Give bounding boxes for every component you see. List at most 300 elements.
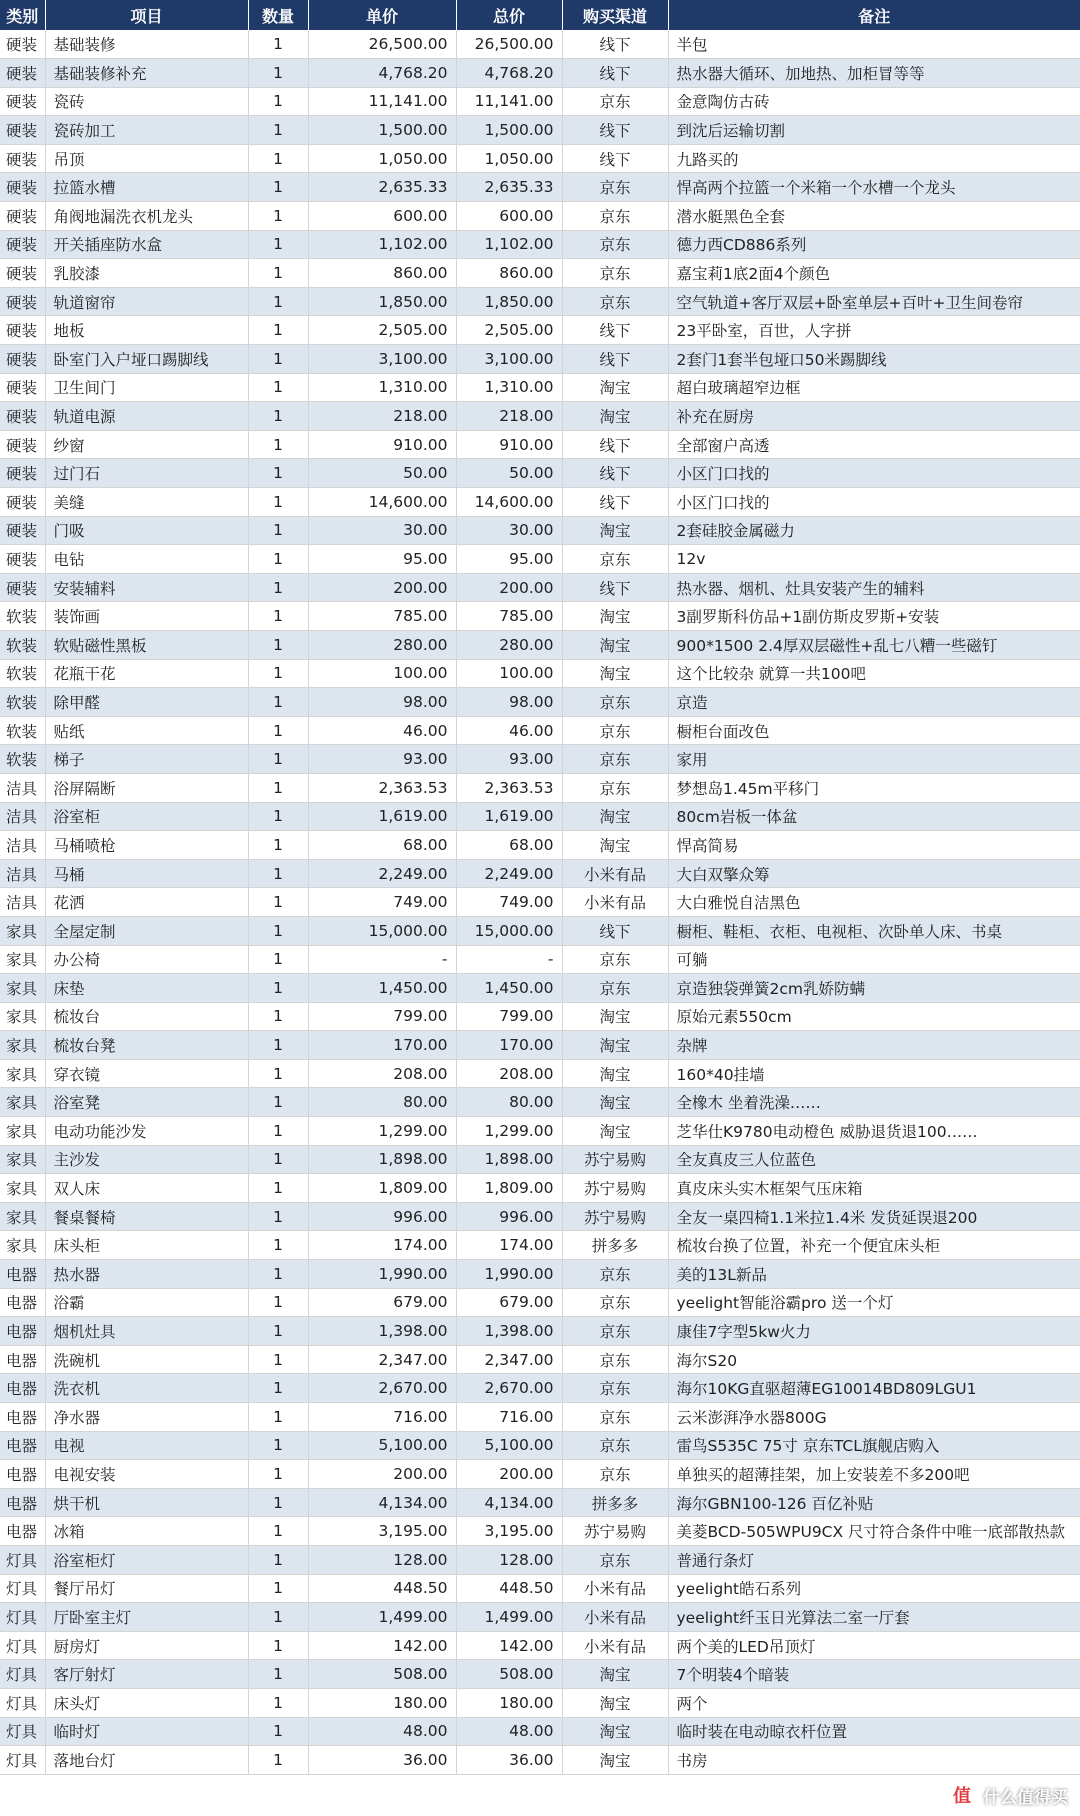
cell-channel: 京东: [562, 1374, 668, 1403]
cell-unit-price: 1,398.00: [308, 1317, 456, 1346]
cell-category: 电器: [0, 1345, 45, 1374]
cell-item: 梳妆台凳: [45, 1031, 248, 1060]
table-row: [0, 1574, 1080, 1603]
cell-category: 电器: [0, 1488, 45, 1517]
table-row: [0, 402, 1080, 431]
cell-channel: 京东: [562, 716, 668, 745]
cell-category: 电器: [0, 1403, 45, 1432]
cell-item: 电钻: [45, 545, 248, 574]
cell-total-price: 4,768.20: [456, 59, 562, 88]
cell-total-price: 15,000.00: [456, 916, 562, 945]
cell-quantity: 1: [248, 1660, 308, 1689]
cell-category: 灯具: [0, 1717, 45, 1746]
header-item: 项目: [45, 0, 248, 30]
cell-quantity: 1: [248, 1631, 308, 1660]
table-row: [0, 1660, 1080, 1689]
cell-remarks: 芝华仕K9780电动橙色 威胁退货退100……: [668, 1117, 1080, 1146]
cell-unit-price: 30.00: [308, 516, 456, 545]
table-header: [0, 0, 1080, 30]
cell-quantity: 1: [248, 1031, 308, 1060]
cell-category: 硬装: [0, 459, 45, 488]
cell-unit-price: 26,500.00: [308, 30, 456, 59]
cell-channel: 淘宝: [562, 1717, 668, 1746]
cell-category: 硬装: [0, 59, 45, 88]
cell-category: 硬装: [0, 573, 45, 602]
cell-total-price: 2,505.00: [456, 316, 562, 345]
cell-unit-price: 280.00: [308, 630, 456, 659]
cell-remarks: yeelight皓石系列: [668, 1574, 1080, 1603]
table-row: [0, 745, 1080, 774]
cell-unit-price: 1,850.00: [308, 287, 456, 316]
cell-quantity: 1: [248, 1717, 308, 1746]
cell-item: 洗碗机: [45, 1345, 248, 1374]
cell-remarks: yeelight智能浴霸pro 送一个灯: [668, 1288, 1080, 1317]
cell-category: 洁具: [0, 831, 45, 860]
table-row: [0, 173, 1080, 202]
cell-remarks: 九路买的: [668, 144, 1080, 173]
cell-unit-price: 200.00: [308, 573, 456, 602]
cell-remarks: 海尔S20: [668, 1345, 1080, 1374]
cell-channel: 小米有品: [562, 1574, 668, 1603]
cell-item: 吊顶: [45, 144, 248, 173]
cell-quantity: 1: [248, 1145, 308, 1174]
cell-remarks: 京造: [668, 688, 1080, 717]
cell-item: 穿衣镜: [45, 1059, 248, 1088]
cell-category: 家具: [0, 1231, 45, 1260]
cell-item: 热水器: [45, 1260, 248, 1289]
cell-category: 灯具: [0, 1660, 45, 1689]
table-row: [0, 945, 1080, 974]
cell-total-price: 1,102.00: [456, 230, 562, 259]
cell-remarks: 23平卧室，百世，人字拼: [668, 316, 1080, 345]
cell-quantity: 1: [248, 1260, 308, 1289]
cell-total-price: 280.00: [456, 630, 562, 659]
cell-quantity: 1: [248, 1345, 308, 1374]
table-row: [0, 1317, 1080, 1346]
cell-channel: 线下: [562, 488, 668, 517]
cell-channel: 小米有品: [562, 859, 668, 888]
cell-unit-price: 2,670.00: [308, 1374, 456, 1403]
cell-category: 灯具: [0, 1746, 45, 1775]
cell-quantity: 1: [248, 1374, 308, 1403]
table-row: [0, 230, 1080, 259]
cell-quantity: 1: [248, 1088, 308, 1117]
cell-item: 地板: [45, 316, 248, 345]
cell-remarks: 到沈后运输切割: [668, 116, 1080, 145]
cell-quantity: 1: [248, 1517, 308, 1546]
cell-total-price: 508.00: [456, 1660, 562, 1689]
cell-quantity: 1: [248, 573, 308, 602]
cell-unit-price: 93.00: [308, 745, 456, 774]
cell-category: 灯具: [0, 1545, 45, 1574]
cell-category: 硬装: [0, 144, 45, 173]
table-row: [0, 916, 1080, 945]
cell-remarks: 补充在厨房: [668, 402, 1080, 431]
cell-item: 净水器: [45, 1403, 248, 1432]
cell-item: 浴霸: [45, 1288, 248, 1317]
cell-total-price: 3,195.00: [456, 1517, 562, 1546]
cell-total-price: 910.00: [456, 430, 562, 459]
cell-quantity: 1: [248, 773, 308, 802]
cell-quantity: 1: [248, 1688, 308, 1717]
cell-total-price: 200.00: [456, 1460, 562, 1489]
cell-remarks: 海尔GBN100-126 百亿补贴: [668, 1488, 1080, 1517]
cell-category: 硬装: [0, 87, 45, 116]
cell-total-price: 716.00: [456, 1403, 562, 1432]
cell-quantity: 1: [248, 1603, 308, 1632]
cell-category: 软装: [0, 688, 45, 717]
table-row: [0, 1145, 1080, 1174]
cell-unit-price: 508.00: [308, 1660, 456, 1689]
cell-unit-price: 2,347.00: [308, 1345, 456, 1374]
cell-quantity: 1: [248, 259, 308, 288]
cell-total-price: 26,500.00: [456, 30, 562, 59]
table-row: [0, 116, 1080, 145]
cell-channel: 京东: [562, 745, 668, 774]
cell-category: 硬装: [0, 488, 45, 517]
cell-unit-price: 860.00: [308, 259, 456, 288]
cell-quantity: 1: [248, 1059, 308, 1088]
cell-category: 家具: [0, 1145, 45, 1174]
cell-unit-price: 68.00: [308, 831, 456, 860]
cell-item: 餐桌餐椅: [45, 1202, 248, 1231]
cell-total-price: 1,450.00: [456, 974, 562, 1003]
cell-channel: 小米有品: [562, 1631, 668, 1660]
cell-channel: 京东: [562, 1545, 668, 1574]
cell-remarks: 云米澎湃净水器800G: [668, 1403, 1080, 1432]
cell-quantity: 1: [248, 1431, 308, 1460]
cell-quantity: 1: [248, 659, 308, 688]
cell-total-price: 2,347.00: [456, 1345, 562, 1374]
cell-unit-price: 1,499.00: [308, 1603, 456, 1632]
cell-remarks: 小区门口找的: [668, 488, 1080, 517]
cell-item: 门吸: [45, 516, 248, 545]
cell-remarks: 家用: [668, 745, 1080, 774]
cell-remarks: 书房: [668, 1746, 1080, 1775]
cell-channel: 拼多多: [562, 1231, 668, 1260]
cell-total-price: 4,134.00: [456, 1488, 562, 1517]
cell-total-price: 93.00: [456, 745, 562, 774]
cell-category: 硬装: [0, 230, 45, 259]
cell-category: 软装: [0, 716, 45, 745]
cell-channel: 淘宝: [562, 1031, 668, 1060]
cell-item: 基础装修补充: [45, 59, 248, 88]
table-row: [0, 1202, 1080, 1231]
cell-category: 灯具: [0, 1574, 45, 1603]
table-row: [0, 316, 1080, 345]
cell-category: 灯具: [0, 1603, 45, 1632]
cell-quantity: 1: [248, 802, 308, 831]
cell-remarks: 海尔10KG直驱超薄EG10014BD809LGU1: [668, 1374, 1080, 1403]
table-row: [0, 659, 1080, 688]
cell-quantity: 1: [248, 1174, 308, 1203]
cell-unit-price: 3,195.00: [308, 1517, 456, 1546]
cell-category: 家具: [0, 1174, 45, 1203]
cell-channel: 淘宝: [562, 802, 668, 831]
cell-unit-price: -: [308, 945, 456, 974]
cell-category: 家具: [0, 1202, 45, 1231]
cell-category: 电器: [0, 1431, 45, 1460]
cell-item: 纱窗: [45, 430, 248, 459]
cell-category: 家具: [0, 1031, 45, 1060]
table-row: [0, 1088, 1080, 1117]
cell-total-price: 448.50: [456, 1574, 562, 1603]
cell-total-price: 749.00: [456, 888, 562, 917]
cell-total-price: -: [456, 945, 562, 974]
cell-item: 过门石: [45, 459, 248, 488]
cell-channel: 京东: [562, 1260, 668, 1289]
cell-channel: 淘宝: [562, 1660, 668, 1689]
cell-category: 硬装: [0, 545, 45, 574]
cell-remarks: 12v: [668, 545, 1080, 574]
header-total-price: 总价: [456, 0, 562, 30]
cell-remarks: 900*1500 2.4厚双层磁性+乱七八糟一些磁钉: [668, 630, 1080, 659]
cell-channel: 线下: [562, 916, 668, 945]
cell-unit-price: 1,619.00: [308, 802, 456, 831]
cell-item: 双人床: [45, 1174, 248, 1203]
cell-quantity: 1: [248, 173, 308, 202]
cell-category: 洁具: [0, 773, 45, 802]
cell-item: 基础装修: [45, 30, 248, 59]
cell-category: 硬装: [0, 202, 45, 231]
cell-unit-price: 48.00: [308, 1717, 456, 1746]
cell-channel: 京东: [562, 1431, 668, 1460]
cell-total-price: 170.00: [456, 1031, 562, 1060]
site-watermark: [947, 1780, 1068, 1810]
cell-quantity: 1: [248, 345, 308, 374]
cell-quantity: 1: [248, 602, 308, 631]
cell-item: 客厅射灯: [45, 1660, 248, 1689]
cell-quantity: 1: [248, 1202, 308, 1231]
cell-remarks: 梦想岛1.45m平移门: [668, 773, 1080, 802]
cell-total-price: 50.00: [456, 459, 562, 488]
cell-remarks: 热水器大循环、加地热、加柜冒等等: [668, 59, 1080, 88]
cell-category: 硬装: [0, 173, 45, 202]
cell-channel: 京东: [562, 230, 668, 259]
cell-total-price: 1,809.00: [456, 1174, 562, 1203]
cell-category: 硬装: [0, 116, 45, 145]
table-row: [0, 1688, 1080, 1717]
cell-total-price: 68.00: [456, 831, 562, 860]
cell-total-price: 2,249.00: [456, 859, 562, 888]
cell-quantity: 1: [248, 859, 308, 888]
cell-unit-price: 4,134.00: [308, 1488, 456, 1517]
cell-remarks: 这个比较杂 就算一共100吧: [668, 659, 1080, 688]
cell-quantity: 1: [248, 916, 308, 945]
cell-total-price: 1,050.00: [456, 144, 562, 173]
cell-channel: 淘宝: [562, 1002, 668, 1031]
cell-item: 主沙发: [45, 1145, 248, 1174]
cell-quantity: 1: [248, 1117, 308, 1146]
table-row: [0, 602, 1080, 631]
cell-item: 瓷砖: [45, 87, 248, 116]
cell-item: 床垫: [45, 974, 248, 1003]
cell-channel: 苏宁易购: [562, 1517, 668, 1546]
cell-channel: 京东: [562, 259, 668, 288]
cell-remarks: yeelight纤玉日光算法二室一厅套: [668, 1603, 1080, 1632]
cell-total-price: 5,100.00: [456, 1431, 562, 1460]
cell-total-price: 80.00: [456, 1088, 562, 1117]
cell-quantity: 1: [248, 831, 308, 860]
cell-quantity: 1: [248, 87, 308, 116]
cell-remarks: 悍高简易: [668, 831, 1080, 860]
cell-unit-price: 2,249.00: [308, 859, 456, 888]
cell-remarks: 空气轨道+客厅双层+卧室单层+百叶+卫生间卷帘: [668, 287, 1080, 316]
table-row: [0, 1002, 1080, 1031]
table-row: [0, 1117, 1080, 1146]
cell-remarks: 美的13L新品: [668, 1260, 1080, 1289]
cell-total-price: 799.00: [456, 1002, 562, 1031]
cell-category: 家具: [0, 916, 45, 945]
table-row: [0, 1174, 1080, 1203]
table-row: [0, 1460, 1080, 1489]
cell-quantity: 1: [248, 688, 308, 717]
cell-item: 梯子: [45, 745, 248, 774]
cell-item: 办公椅: [45, 945, 248, 974]
cell-unit-price: 142.00: [308, 1631, 456, 1660]
cell-total-price: 1,310.00: [456, 373, 562, 402]
cell-channel: 京东: [562, 287, 668, 316]
cell-quantity: 1: [248, 1288, 308, 1317]
cell-unit-price: 180.00: [308, 1688, 456, 1717]
cell-item: 卧室门入户垭口踢脚线: [45, 345, 248, 374]
cell-remarks: 梳妆台换了位置，补充一个便宜床头柜: [668, 1231, 1080, 1260]
cell-channel: 京东: [562, 945, 668, 974]
table-row: [0, 974, 1080, 1003]
cell-quantity: 1: [248, 459, 308, 488]
cell-quantity: 1: [248, 630, 308, 659]
cell-category: 硬装: [0, 30, 45, 59]
header-category: 类别: [0, 0, 45, 30]
cell-unit-price: 46.00: [308, 716, 456, 745]
cell-total-price: 36.00: [456, 1746, 562, 1775]
cell-item: 浴室凳: [45, 1088, 248, 1117]
cell-total-price: 785.00: [456, 602, 562, 631]
cell-unit-price: 1,299.00: [308, 1117, 456, 1146]
cell-unit-price: 200.00: [308, 1460, 456, 1489]
cell-unit-price: 100.00: [308, 659, 456, 688]
cell-total-price: 1,898.00: [456, 1145, 562, 1174]
cell-channel: 京东: [562, 773, 668, 802]
cell-category: 电器: [0, 1517, 45, 1546]
cell-channel: 淘宝: [562, 659, 668, 688]
cell-total-price: 1,500.00: [456, 116, 562, 145]
cell-category: 电器: [0, 1374, 45, 1403]
cell-item: 开关插座防水盒: [45, 230, 248, 259]
cell-remarks: 2套门1套半包垭口50米踢脚线: [668, 345, 1080, 374]
cell-total-price: 3,100.00: [456, 345, 562, 374]
cell-item: 全屋定制: [45, 916, 248, 945]
cell-unit-price: 1,050.00: [308, 144, 456, 173]
cell-remarks: 全友一桌四椅1.1米拉1.4米 发货延误退200: [668, 1202, 1080, 1231]
cell-category: 家具: [0, 1002, 45, 1031]
cell-channel: 淘宝: [562, 1688, 668, 1717]
cell-quantity: 1: [248, 516, 308, 545]
cell-total-price: 679.00: [456, 1288, 562, 1317]
cell-total-price: 46.00: [456, 716, 562, 745]
cell-category: 家具: [0, 1088, 45, 1117]
table-row: [0, 573, 1080, 602]
cell-item: 烟机灶具: [45, 1317, 248, 1346]
cell-item: 梳妆台: [45, 1002, 248, 1031]
cell-category: 硬装: [0, 345, 45, 374]
cell-unit-price: 910.00: [308, 430, 456, 459]
cell-unit-price: 1,898.00: [308, 1145, 456, 1174]
table-row: [0, 630, 1080, 659]
site-logo-icon: 值: [947, 1780, 977, 1810]
table-row: [0, 773, 1080, 802]
cell-total-price: 30.00: [456, 516, 562, 545]
cell-item: 电视: [45, 1431, 248, 1460]
cell-category: 洁具: [0, 859, 45, 888]
cell-item: 浴室柜: [45, 802, 248, 831]
cell-channel: 淘宝: [562, 1059, 668, 1088]
cell-item: 落地台灯: [45, 1746, 248, 1775]
table-row: [0, 831, 1080, 860]
cell-remarks: 嘉宝莉1底2面4个颜色: [668, 259, 1080, 288]
cell-channel: 京东: [562, 173, 668, 202]
cell-item: 装饰画: [45, 602, 248, 631]
cell-item: 烘干机: [45, 1488, 248, 1517]
cell-unit-price: 716.00: [308, 1403, 456, 1432]
table-row: [0, 716, 1080, 745]
cell-quantity: 1: [248, 230, 308, 259]
cell-quantity: 1: [248, 716, 308, 745]
cell-total-price: 1,850.00: [456, 287, 562, 316]
cell-quantity: 1: [248, 1231, 308, 1260]
cell-unit-price: 799.00: [308, 1002, 456, 1031]
cell-item: 轨道电源: [45, 402, 248, 431]
cell-unit-price: 600.00: [308, 202, 456, 231]
cell-channel: 线下: [562, 573, 668, 602]
table-row: [0, 1517, 1080, 1546]
cell-item: 除甲醛: [45, 688, 248, 717]
cell-quantity: 1: [248, 59, 308, 88]
cell-category: 软装: [0, 630, 45, 659]
cell-total-price: 1,619.00: [456, 802, 562, 831]
cell-item: 拉篮水槽: [45, 173, 248, 202]
cell-category: 硬装: [0, 430, 45, 459]
cell-channel: 淘宝: [562, 1746, 668, 1775]
table-row: [0, 202, 1080, 231]
cell-category: 电器: [0, 1317, 45, 1346]
cell-category: 家具: [0, 1117, 45, 1146]
cell-channel: 苏宁易购: [562, 1174, 668, 1203]
cell-item: 马桶: [45, 859, 248, 888]
table-row: [0, 30, 1080, 59]
cell-item: 浴屏隔断: [45, 773, 248, 802]
cell-quantity: 1: [248, 974, 308, 1003]
cell-category: 软装: [0, 745, 45, 774]
table-row: [0, 1260, 1080, 1289]
cell-unit-price: 1,102.00: [308, 230, 456, 259]
cell-unit-price: 14,600.00: [308, 488, 456, 517]
table-row: [0, 1345, 1080, 1374]
cell-total-price: 2,635.33: [456, 173, 562, 202]
cell-remarks: 大白雅悦自洁黑色: [668, 888, 1080, 917]
cell-remarks: 大白双擎众筹: [668, 859, 1080, 888]
cell-remarks: 160*40挂墙: [668, 1059, 1080, 1088]
cell-total-price: 2,363.53: [456, 773, 562, 802]
cell-channel: 淘宝: [562, 516, 668, 545]
cell-item: 花瓶干花: [45, 659, 248, 688]
cell-item: 床头灯: [45, 1688, 248, 1717]
table-row: [0, 459, 1080, 488]
cell-unit-price: 448.50: [308, 1574, 456, 1603]
cell-channel: 小米有品: [562, 1603, 668, 1632]
cell-total-price: 142.00: [456, 1631, 562, 1660]
cell-category: 灯具: [0, 1631, 45, 1660]
